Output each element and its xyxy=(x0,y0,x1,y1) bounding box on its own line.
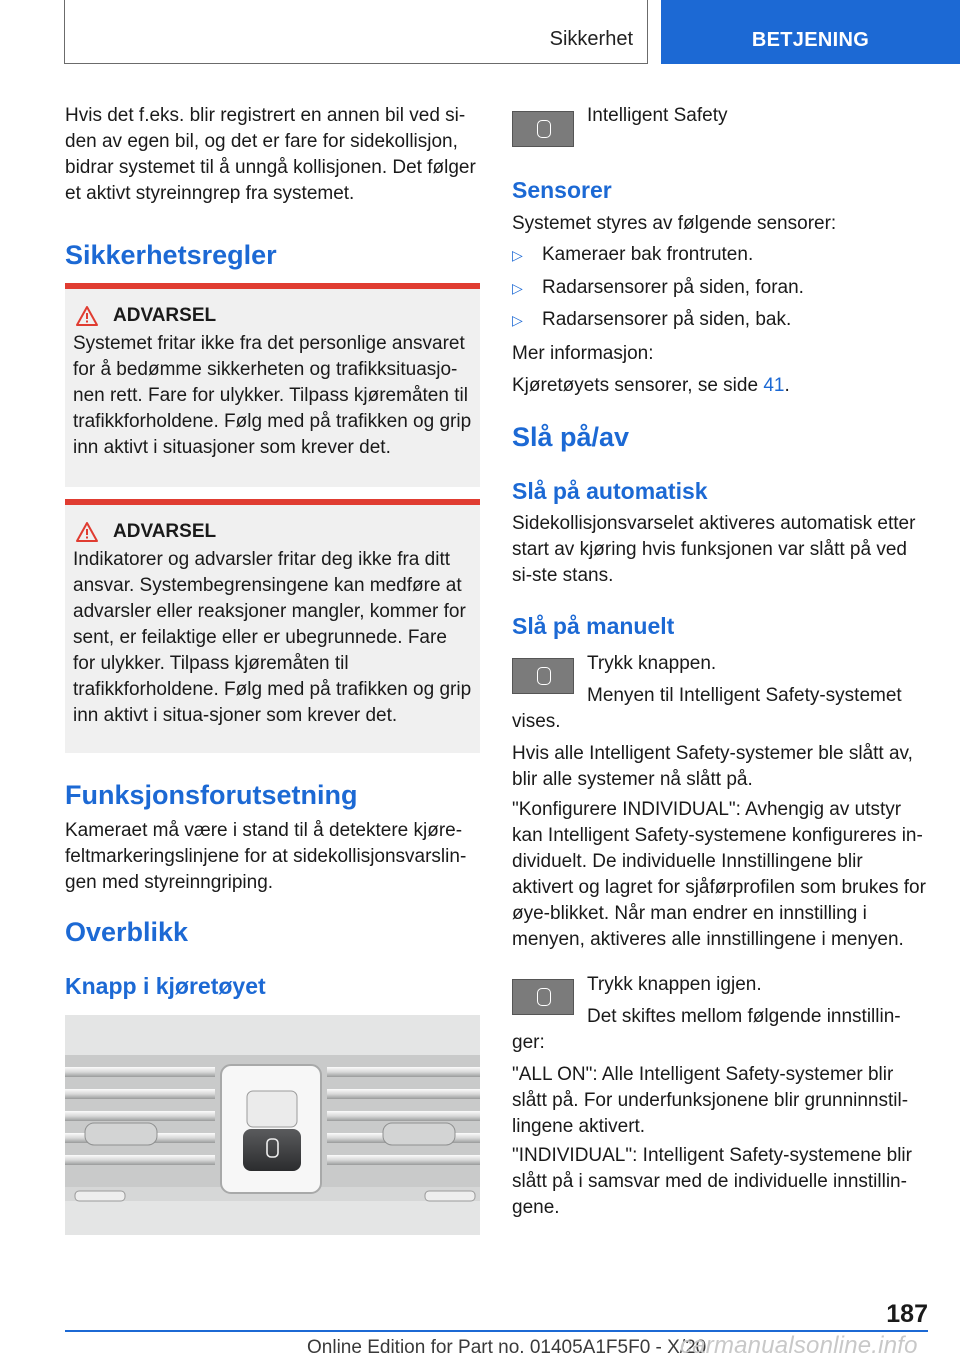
vent-button-photo xyxy=(65,1015,480,1235)
press-again-text: Trykk knappen igjen. xyxy=(587,974,762,995)
menu-shown-text: Menyen til Intelligent Safety-systemet vises. xyxy=(512,685,902,732)
header-section-title: Sikkerhet xyxy=(549,28,633,50)
triangle-bullet-icon: ▷ xyxy=(512,247,523,263)
button-heading: Knapp i kjøretøyet xyxy=(65,973,266,999)
prereq-heading: Funksjonsforutsetning xyxy=(65,780,358,810)
warning-title-1: ADVARSEL xyxy=(113,305,217,326)
sensors-intro: Systemet styres av følgende sensorer: xyxy=(512,213,837,234)
prereq-paragraph: Kameraet må være i stand til å detektere kjøre-feltmarkeringslinjene for at sidekollisjonsvarslin-gen med styreinngriping. xyxy=(65,820,467,893)
warning-text-1: Systemet fritar ikke fra det personlige ansvaret for å bedømme sikkerheten og trafikksituasjo-nen rett. Fare for ulykker. Tilpass kjøremåten til trafikkforholdene. Følg med på trafikken og grip inn aktivt i situasjoner som krever det. xyxy=(73,333,472,458)
sensors-heading: Sensorer xyxy=(512,177,612,203)
header-section-box xyxy=(64,0,648,64)
onoff-heading: Slå på/av xyxy=(512,422,630,452)
page-number: 187 xyxy=(886,1300,928,1328)
warning-header-2 xyxy=(73,521,472,543)
icon-label: Intelligent Safety xyxy=(587,105,728,126)
manual-heading: Slå på manuelt xyxy=(512,613,675,639)
warning-box-1 xyxy=(65,283,480,487)
switch-text: Det skiftes mellom følgende innstillin-ger: xyxy=(512,1006,901,1053)
warning-triangle-icon xyxy=(75,305,99,327)
auto-heading: Slå på automatisk xyxy=(512,478,708,504)
list-item: ▷ Kameraer bak frontruten. xyxy=(512,244,754,265)
warning-title-2: ADVARSEL xyxy=(113,521,217,542)
auto-paragraph: Sidekollisjonsvarselet aktiveres automatisk etter start av kjøring hvis funksjonen var slått på ved si-ste stans. xyxy=(512,513,916,586)
press-button-text: Trykk knappen. xyxy=(587,653,717,674)
watermark: carmanualsonline.info xyxy=(680,1332,918,1359)
page-link[interactable]: 41 xyxy=(763,375,785,396)
footer-edition: Online Edition for Part no. 01405A1F5F0 - X/20 xyxy=(307,1337,707,1358)
all-on-paragraph: "ALL ON": Alle Intelligent Safety-systemer blir slått på. For underfunksjonene blir grunninnstil-lingene aktivert. xyxy=(512,1064,909,1137)
header-chapter-label: BETJENING xyxy=(751,29,870,51)
all-off-paragraph: Hvis alle Intelligent Safety-systemer ble slått av, blir alle systemer nå slått på. xyxy=(512,743,913,790)
triangle-bullet-icon: ▷ xyxy=(512,280,523,296)
configure-paragraph: "Konfigurere INDIVIDUAL": Avhengig av utstyr kan Intelligent Safety-systemene konfigureres in-dividuelt. De individuelle Innstillingene blir aktivert og lagret for sjåførprofilen som brukes for øye-blikket. Når man endrer en innstilling i menyen, aktiveres alle innstillingene i menyen. xyxy=(512,799,926,950)
header-chapter-tab[interactable] xyxy=(661,0,960,64)
triangle-bullet-icon: ▷ xyxy=(512,312,523,328)
safety-heading: Sikkerhetsregler xyxy=(65,240,277,270)
warning-text-2: Indikatorer og advarsler fritar deg ikke fra ditt ansvar. Systembegrensingene kan medføre at advarsler eller reaksjoner mangler, kommer for sent, er feilaktige eller er ubegrunnede. Fare for ulykker. Tilpass kjøremåten til trafikkforholdene. Følg med på trafikken og grip inn aktivt i situa-sjoner som krever det. xyxy=(73,549,472,726)
intro-paragraph: Hvis det f.eks. blir registrert en annen bil ved si-den av egen bil, og det er fare for sidekollisjon, bidrar systemet til å unngå kollisjonen. Det følger et aktivt styreinngrep fra systemet. xyxy=(65,105,476,204)
list-item: ▷ Radarsensorer på siden, foran. xyxy=(512,277,804,298)
intelligent-safety-button-icon xyxy=(512,111,574,147)
air-vent-illustration xyxy=(65,1015,480,1235)
warning-box-2 xyxy=(65,499,480,753)
sensor-reference: Kjøretøyets sensorer, se side 41. xyxy=(512,375,790,396)
more-info-label: Mer informasjon: xyxy=(512,343,654,364)
warning-header-1 xyxy=(73,305,472,327)
individual-paragraph: "INDIVIDUAL": Intelligent Safety-systemene blir slått på i samsvar med de individuelle innstillin-gene. xyxy=(512,1145,912,1218)
warning-triangle-icon xyxy=(75,521,99,543)
overview-heading: Overblikk xyxy=(65,917,189,947)
list-item: ▷ Radarsensorer på siden, bak. xyxy=(512,309,792,330)
